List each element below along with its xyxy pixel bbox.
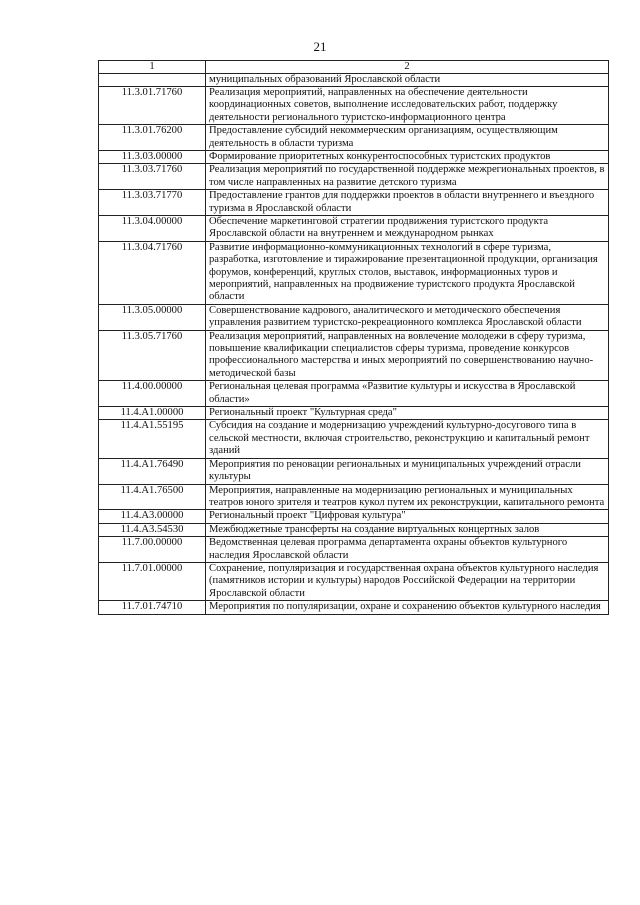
- row-code: [99, 73, 206, 86]
- table-row: [99, 458, 609, 484]
- row-code: 11.4.00.00000: [99, 381, 206, 407]
- table-row: [99, 215, 609, 241]
- row-description: Региональный проект "Цифровая культура": [206, 510, 609, 523]
- table-row: [99, 601, 609, 614]
- row-description: Реализация мероприятий по государственной поддержке межрегиональных проектов, в том числе направленных на развитие детского туризма: [206, 164, 609, 190]
- row-description: Ведомственная целевая программа департамента охраны объектов культурного наследия Ярославской области: [206, 537, 609, 563]
- table-row: [99, 86, 609, 124]
- table-row: [99, 304, 609, 330]
- row-code: 11.3.05.00000: [99, 304, 206, 330]
- row-code: 11.4.А3.00000: [99, 510, 206, 523]
- table-row: [99, 150, 609, 163]
- row-code: 11.3.03.00000: [99, 150, 206, 163]
- table-body: [99, 73, 609, 614]
- row-code: 11.4.А3.54530: [99, 523, 206, 536]
- row-code: 11.3.01.71760: [99, 86, 206, 124]
- row-description: Субсидия на создание и модернизацию учреждений культурно-досугового типа в сельской местности, включая строительство, реконструкцию и капитальный ремонт зданий: [206, 420, 609, 458]
- table-row: [99, 562, 609, 600]
- row-code: 11.3.04.71760: [99, 241, 206, 304]
- row-code: 11.7.01.74710: [99, 601, 206, 614]
- table-row: [99, 190, 609, 216]
- table-row: [99, 164, 609, 190]
- table-row: [99, 125, 609, 151]
- row-description: Обеспечение маркетинговой стратегии продвижения туристского продукта Ярославской области на внутреннем и международном рынках: [206, 215, 609, 241]
- row-description: Формирование приоритетных конкурентоспособных туристских продуктов: [206, 150, 609, 163]
- table-row: [99, 523, 609, 536]
- row-code: 11.7.00.00000: [99, 537, 206, 563]
- row-description: Предоставление субсидий некоммерческим организациям, осуществляющим деятельность в области туризма: [206, 125, 609, 151]
- table-row: [99, 241, 609, 304]
- row-description: Реализация мероприятий, направленных на обеспечение деятельности координационных советов, выполнение исследовательских работ, поддержку деятельности регионального туристско-информационного центра: [206, 86, 609, 124]
- row-description: Предоставление грантов для поддержки проектов в области внутреннего и въездного туризма в Ярославской области: [206, 190, 609, 216]
- row-code: 11.3.03.71760: [99, 164, 206, 190]
- page-number: 21: [313, 39, 327, 54]
- table-row: [99, 510, 609, 523]
- row-code: 11.4.А1.55195: [99, 420, 206, 458]
- row-description: Развитие информационно-коммуникационных технологий в сфере туризма, разработка, изготовление и тиражирование презентационной продукции, организация форумов, конференций, круглых столов, выставок, информационных туров и мероприятий, направленных на продвижение туристского продукта Ярославской области: [206, 241, 609, 304]
- row-description: муниципальных образований Ярославской области: [206, 73, 609, 86]
- row-code: 11.4.А1.76490: [99, 458, 206, 484]
- table-row: [99, 381, 609, 407]
- column-header-code: 1: [99, 61, 206, 74]
- row-description: Межбюджетные трансферты на создание виртуальных концертных залов: [206, 523, 609, 536]
- row-description: Сохранение, популяризация и государственная охрана объектов культурного наследия (памятников истории и культуры) народов Российской Федерации на территории Ярославской области: [206, 562, 609, 600]
- row-description: Мероприятия по популяризации, охране и сохранению объектов культурного наследия: [206, 601, 609, 614]
- row-description: Региональная целевая программа «Развитие культуры и искусства в Ярославской области»: [206, 381, 609, 407]
- row-description: Мероприятия, направленные на модернизацию региональных и муниципальных театров юного зрителя и театров кукол путем их реконструкции, капитального ремонта: [206, 484, 609, 510]
- row-description: Региональный проект "Культурная среда": [206, 407, 609, 420]
- table-row: [99, 484, 609, 510]
- row-code: 11.3.03.71770: [99, 190, 206, 216]
- row-code: 11.7.01.00000: [99, 562, 206, 600]
- row-description: Мероприятия по реновации региональных и муниципальных учреждений отрасли культуры: [206, 458, 609, 484]
- table-header-row: [99, 61, 609, 74]
- table-row: [99, 330, 609, 381]
- row-code: 11.3.05.71760: [99, 330, 206, 381]
- table-row: [99, 537, 609, 563]
- table-row: [99, 420, 609, 458]
- table-row: [99, 73, 609, 86]
- row-code: 11.3.04.00000: [99, 215, 206, 241]
- row-code: 11.4.А1.00000: [99, 407, 206, 420]
- row-code: 11.3.01.76200: [99, 125, 206, 151]
- row-description: Совершенствование кадрового, аналитического и методического обеспечения управления развитием туристско-рекреационного комплекса Ярославской области: [206, 304, 609, 330]
- row-description: Реализация мероприятий, направленных на вовлечение молодежи в сферу туризма, повышение квалификации специалистов сферы туризма, проведение конкурсов профессионального мастерства и иных мероприятий по совершенствованию научно-методической базы: [206, 330, 609, 381]
- row-code: 11.4.А1.76500: [99, 484, 206, 510]
- table-row: [99, 407, 609, 420]
- column-header-description: 2: [206, 61, 609, 74]
- budget-classification-table: [98, 60, 609, 615]
